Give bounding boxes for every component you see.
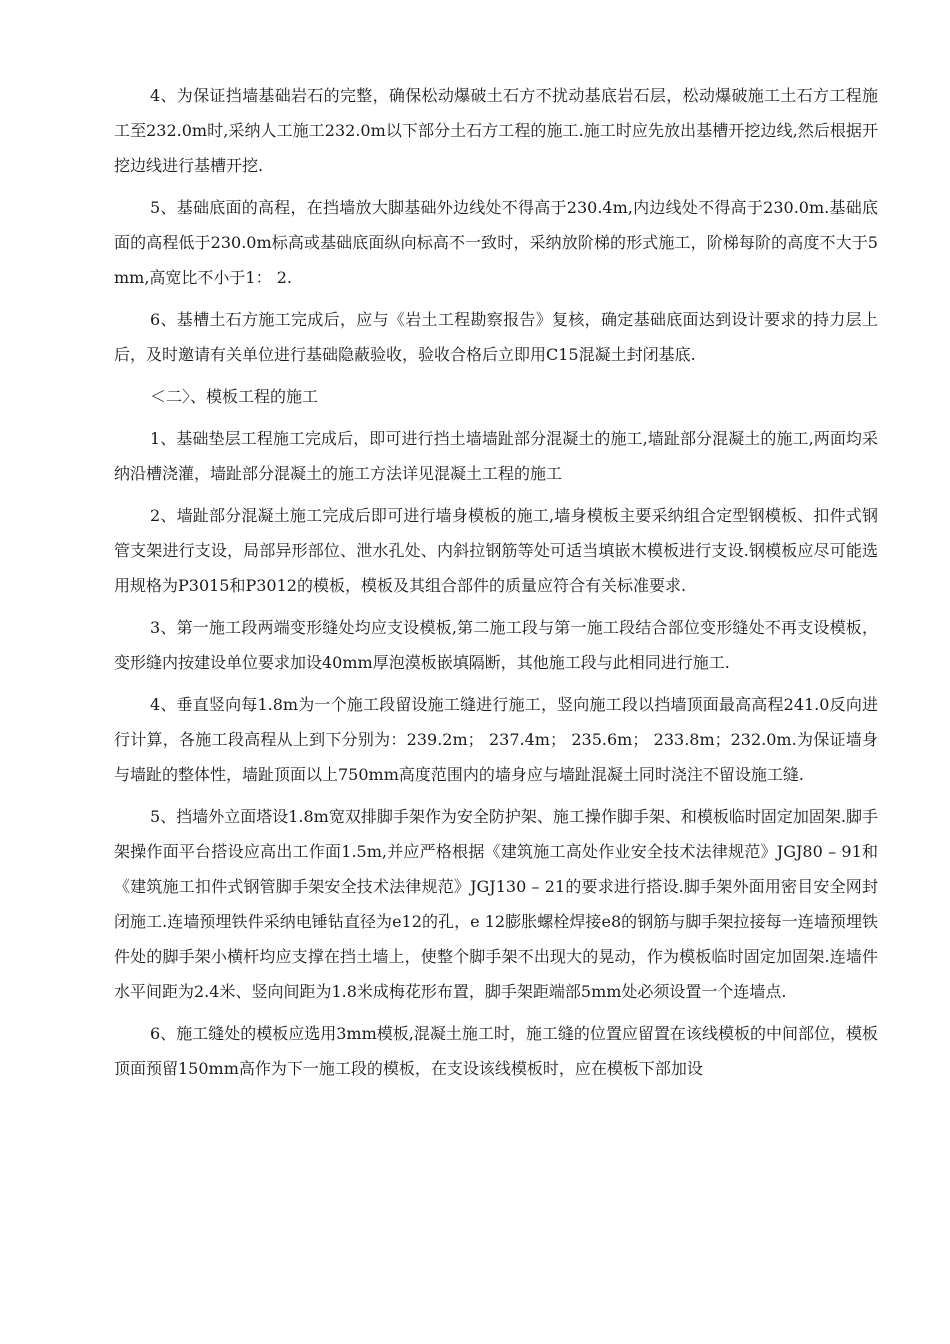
section-heading-formwork: ＜二〉、模板工程的施工 bbox=[150, 387, 319, 406]
paragraph-5-foundation-elevation: 5、基础底面的高程，在挡墙放大脚基础外边线处不得高于230.4m,内边线处不得高于230.0m.基础底面的高程低于230.0m标高或基础底面纵向标高不一致时，采纳放阶梯的形式施工，阶梯每阶的高度不大于5mm,高宽比不小于1： 2. bbox=[114, 198, 878, 287]
document-body bbox=[114, 78, 878, 1093]
paragraph-5-scaffolding: 5、挡墙外立面塔设1.8m宽双排脚手架作为安全防护架、施工操作脚手架、和模板临时固定加固架.脚手架操作面平台搭设应高出工作面1.5m,并应严格根据《建筑施工高处作业安全技术法律规范》JGJ80 – 91和《建筑施工扣件式钢管脚手架安全技术法律规范》JGJ130 – 21的要求进行搭设.脚手架外面用密目安全网封闭施工.连墙预埋铁件采纳电锤钻直径为e12的孔，e 12膨胀螺栓焊接e8的钢筋与脚手架拉接每一连墙预埋铁件处的脚手架小横杆均应支撑在挡土墙上，使整个脚手架不出现大的晃动，作为模板临时固定加固架.连墙件水平间距为2.4米、竖向间距为1.8米成梅花形布置，脚手架距端部5mm处必须设置一个连墙点. bbox=[114, 807, 878, 1001]
paragraph-4-earthwork: 4、为保证挡墙基础岩石的完整，确保松动爆破土石方不扰动基底岩石层，松动爆破施工土石方工程施工至232.0m时,采纳人工施工232.0m以下部分土石方工程的施工.施工时应先放出基槽开挖边线,然后根据开挖边线进行基槽开挖. bbox=[114, 86, 878, 175]
paragraph-2-wall-formwork: 2、墙趾部分混凝土施工完成后即可进行墙身模板的施工,墙身模板主要采纳组合定型钢模板、扣件式钢管支架进行支设，局部异形部位、泄水孔处、内斜拉钢筋等处可适当填嵌木模板进行支设.钢模板应尽可能选用规格为P3015和P3012的模板，模板及其组合部件的质量应符合有关标准要求. bbox=[114, 506, 878, 595]
paragraph-3-expansion-joint: 3、第一施工段两端变形缝处均应支设模板,第二施工段与第一施工段结合部位变形缝处不再支设模板，变形缝内按建设单位要求加设40mm厚泡漠板嵌填隔断，其他施工段与此相同进行施工. bbox=[114, 618, 878, 672]
paragraph-6-trench-inspection: 6、基槽土石方施工完成后，应与《岩土工程勘察报告》复核，确定基础底面达到设计要求的持力层上后，及时邀请有关单位进行基础隐蔽验收，验收合格后立即用C15混凝土封闭基底. bbox=[114, 310, 878, 364]
paragraph-6-construction-joint: 6、施工缝处的模板应选用3mm模板,混凝土施工时，施工缝的位置应留置在该线模板的中间部位，模板顶面预留150mm高作为下一施工段的模板，在支设该线模板时，应在模板下部加设 bbox=[114, 1024, 878, 1078]
paragraph-1-wall-toe: 1、基础垫层工程施工完成后，即可进行挡土墙墙趾部分混凝土的施工,墙趾部分混凝土的施工,两面均采纳沿槽浇灌，墙趾部分混凝土的施工方法详见混凝土工程的施工 bbox=[114, 429, 878, 483]
paragraph-4-construction-stages: 4、垂直竖向每1.8m为一个施工段留设施工缝进行施工，竖向施工段以挡墙顶面最高高程241.0反向进行计算，各施工段高程从上到下分别为：239.2m； 237.4m； 235.6m； 233.8m；232.0m.为保证墙身与墙趾的整体性，墙趾顶面以上750mm高度范围内的墙身应与墙趾混凝土同时浇注不留设施工缝. bbox=[114, 695, 878, 784]
